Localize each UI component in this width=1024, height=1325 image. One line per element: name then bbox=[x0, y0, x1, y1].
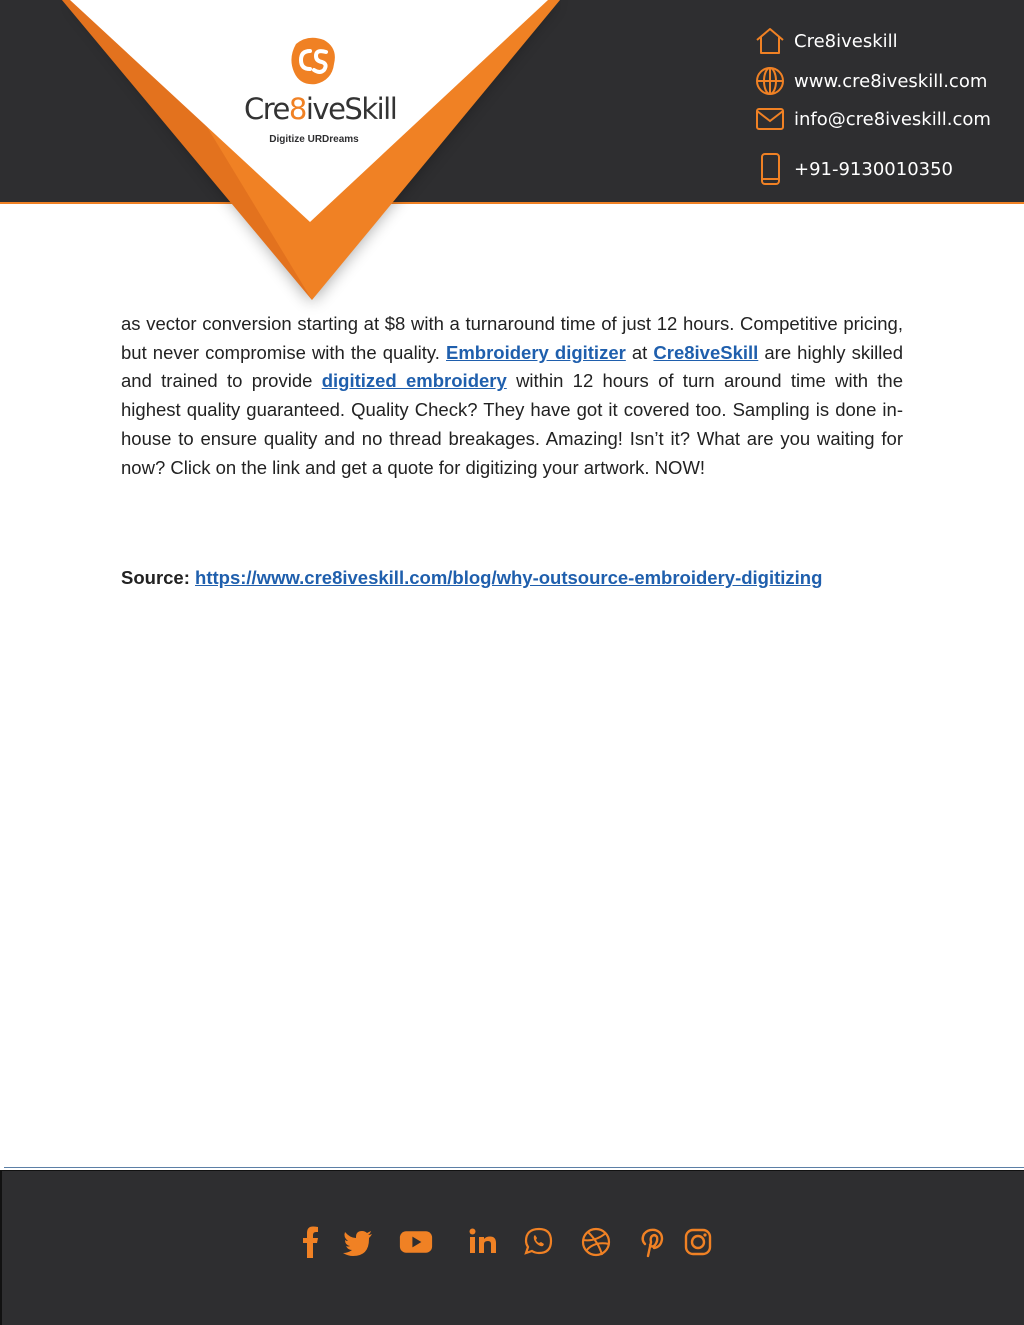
whatsapp-icon bbox=[522, 1225, 556, 1259]
globe-icon bbox=[754, 65, 786, 97]
source-line bbox=[121, 567, 822, 589]
linkedin-icon bbox=[466, 1225, 500, 1259]
social-linkedin[interactable] bbox=[466, 1222, 500, 1262]
brand-logo[interactable] bbox=[244, 36, 397, 151]
brand-name: Cre8iveSkill bbox=[244, 92, 397, 126]
contact-phone[interactable]: +91-9130010350 bbox=[754, 153, 953, 185]
contact-email[interactable]: info@cre8iveskill.com bbox=[754, 103, 991, 135]
contact-company[interactable]: Cre8iveskill bbox=[754, 25, 898, 57]
youtube-icon bbox=[399, 1225, 433, 1259]
social-twitter[interactable] bbox=[341, 1222, 375, 1262]
social-pinterest[interactable] bbox=[634, 1222, 668, 1262]
link-embroidery-digitizer[interactable]: Embroidery digitizer bbox=[446, 341, 626, 363]
body-paragraph: as vector conversion starting at $8 with a turnaround time of just 12 hours. Competitive pricing, but never compromise with the quality. Embroidery digitizer at Cre8iveSkill are highly skilled and trained to provide digitized embroidery within 12 hours of turn around time with the highest quality guaranteed. Quality Check? They have got it covered too. Sampling is done in-house to ensure quality and no thread breakages. Amazing! Isn’t it? What are you waiting for now? Click on the link and get a quote for digitizing your artwork. NOW! bbox=[121, 313, 904, 478]
twitter-icon bbox=[341, 1225, 375, 1259]
social-instagram[interactable] bbox=[681, 1222, 715, 1262]
source-link[interactable]: https://www.cre8iveskill.com/blog/why-outsource-embroidery-digitizing bbox=[195, 567, 823, 588]
pinterest-icon bbox=[634, 1225, 668, 1259]
facebook-icon bbox=[294, 1225, 328, 1259]
cs-logo-icon bbox=[288, 36, 338, 86]
article-body bbox=[121, 310, 903, 482]
social-dribbble[interactable] bbox=[579, 1222, 613, 1262]
link-cre8iveskill[interactable]: Cre8iveSkill bbox=[653, 341, 759, 363]
contact-website[interactable]: www.cre8iveskill.com bbox=[754, 65, 987, 97]
footer-bar bbox=[0, 1170, 1024, 1325]
footer-divider bbox=[4, 1167, 1024, 1168]
home-icon bbox=[754, 25, 786, 57]
link-digitized-embroidery[interactable]: digitized embroidery bbox=[321, 370, 507, 392]
phone-icon bbox=[754, 153, 786, 185]
social-youtube[interactable] bbox=[399, 1222, 433, 1262]
social-facebook[interactable] bbox=[294, 1222, 328, 1262]
dribbble-icon bbox=[579, 1225, 613, 1259]
social-whatsapp[interactable] bbox=[522, 1222, 556, 1262]
mail-icon bbox=[754, 103, 786, 135]
source-label: Source: bbox=[121, 567, 190, 588]
instagram-icon bbox=[681, 1225, 715, 1259]
brand-tagline: Digitize URDreams bbox=[269, 134, 359, 145]
